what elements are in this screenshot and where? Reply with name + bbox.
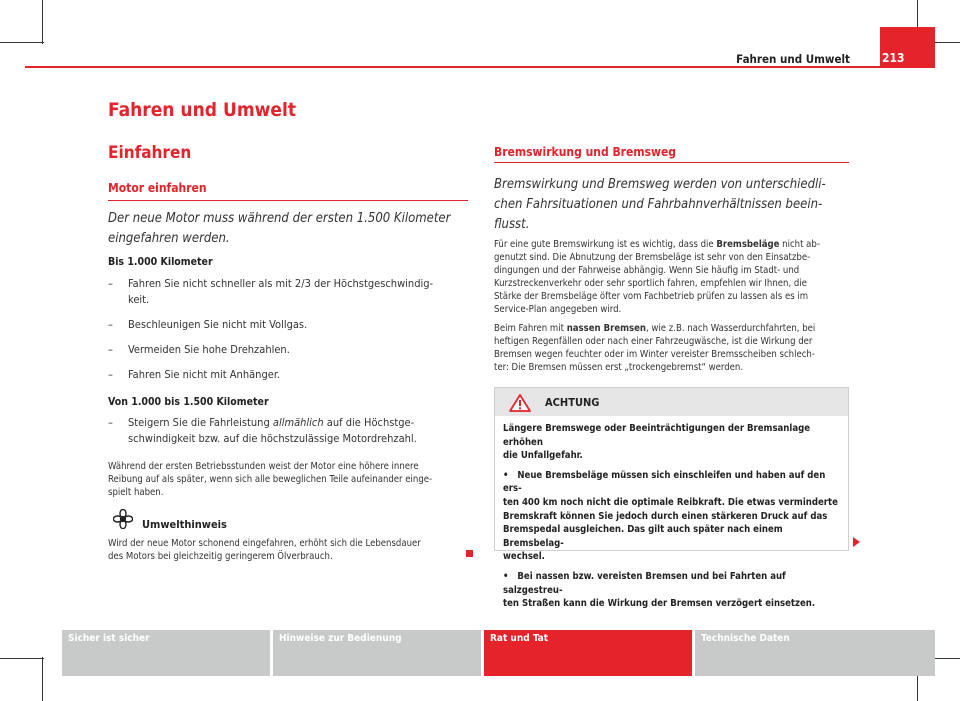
group-title-1500: Von 1.000 bis 1.500 Kilometer [108, 396, 269, 408]
footer-tab-advice[interactable]: Rat und Tat [484, 630, 692, 676]
crop-mark [42, 0, 43, 44]
continue-arrow-icon [853, 537, 860, 547]
list-item: – Fahren Sie nicht mit Anhänger. [108, 368, 281, 381]
chapter-title: Fahren und Umwelt [108, 99, 297, 121]
subsection-title-motor: Motor einfahren [108, 181, 207, 195]
warning-box [494, 387, 849, 610]
subsection-rule [108, 200, 468, 201]
section-end-marker [466, 550, 473, 557]
eco-note-text: Wird der neue Motor schonend eingefahren, erhöht sich die Lebensdauer des Motors bei gleichzeitig geringerem Ölverbrauch. [108, 538, 421, 562]
subsection-rule [494, 162, 849, 163]
running-header: Fahren und Umwelt [736, 52, 850, 66]
list-item: – Fahren Sie nicht schneller als mit 2/3 der Höchstgeschwindig- keit. [108, 277, 434, 306]
subsection-title-brakes: Bremswirkung und Bremsweg [494, 145, 677, 159]
section-title: Einfahren [108, 143, 192, 163]
warning-triangle-icon [509, 394, 531, 412]
crop-mark [0, 42, 44, 43]
paragraph: Beim Fahren mit nassen Bremsen, wie z.B. nach Wasserdurchfahrten, bei heftigen Regenfällen oder nach einer Fahrzeugwäsche, ist die Wirkung der Bremsen wegen feuchter oder im Winter vereister Bremsscheiben schlech- ter: Die Bremsen müssen erst „trockengebremst“ werden. [494, 323, 816, 373]
crop-mark [42, 657, 43, 701]
page-number: 213 [880, 27, 935, 68]
lead-text: Der neue Motor muss während der ersten 1.500 Kilometer eingefahren werden. [108, 211, 451, 246]
eco-note-title: Umwelthinweis [142, 518, 227, 531]
paragraph: Für eine gute Bremswirkung ist es wichtig, dass die Bremsbeläge nicht ab- genutzt sind. Die Abnutzung der Bremsbeläge ist sehr von den Einsatzbe- dingungen und der Fahrweise abhängig. Wenn Sie häufig im Stadt- und Kurzstreckenverkehr oder sehr sportlich fahren, empfehlen wir Ihnen, die Stärke der Bremsbeläge öfter vom Fachbetrieb prüfen zu lassen als es im Service-Plan angegeben wird. [494, 239, 820, 315]
lead-text: Bremswirkung und Bremsweg werden von unterschiedli- chen Fahrsituationen und Fahrbahnverhältnissen beein- flusst. [494, 177, 826, 232]
warning-header [495, 388, 848, 416]
crop-mark [0, 658, 44, 659]
header-rule [25, 66, 935, 68]
warning-title: ACHTUNG [545, 396, 600, 409]
flower-icon [113, 509, 133, 529]
list-item: – Vermeiden Sie hohe Drehzahlen. [108, 343, 290, 356]
list-item: – Steigern Sie die Fahrleistung allmählich auf die Höchstge- schwindigkeit bzw. auf die höchstzulässige Motordrehzahl. [108, 416, 417, 445]
footer-tab-technical[interactable]: Technische Daten [695, 630, 935, 676]
list-item: – Beschleunigen Sie nicht mit Vollgas. [108, 318, 308, 331]
paragraph: Während der ersten Betriebsstunden weist der Motor eine höhere innere Reibung auf als später, wenn sich alle beweglichen Teile aufeinander einge- spielt haben. [108, 461, 433, 498]
warning-body: Längere Bremswege oder Beeinträchtigungen der Bremsanlage erhöhen die Unfallgefahr. • Neue Bremsbeläge müssen sich einschleifen und haben auf den ers- ten 400 km noch nicht die optimale Reibkraft. Die etwas verminderte Bremskraft können Sie jedoch durch einen stärkeren Druck auf das Bremspedal ausgleichen. Das gilt auch später nach einem Bremsbelag- wechsel. • Bei nassen bzw. vereisten Bremsen und bei Fahrten auf salzgestreu- ten Straßen kann die Wirkung der Bremsen verzögert einsetzen. [503, 423, 838, 610]
footer-tab-operation[interactable]: Hinweise zur Bedienung [273, 630, 481, 676]
footer-tab-safety[interactable]: Sicher ist sicher [62, 630, 270, 676]
group-title-1000: Bis 1.000 Kilometer [108, 256, 213, 268]
